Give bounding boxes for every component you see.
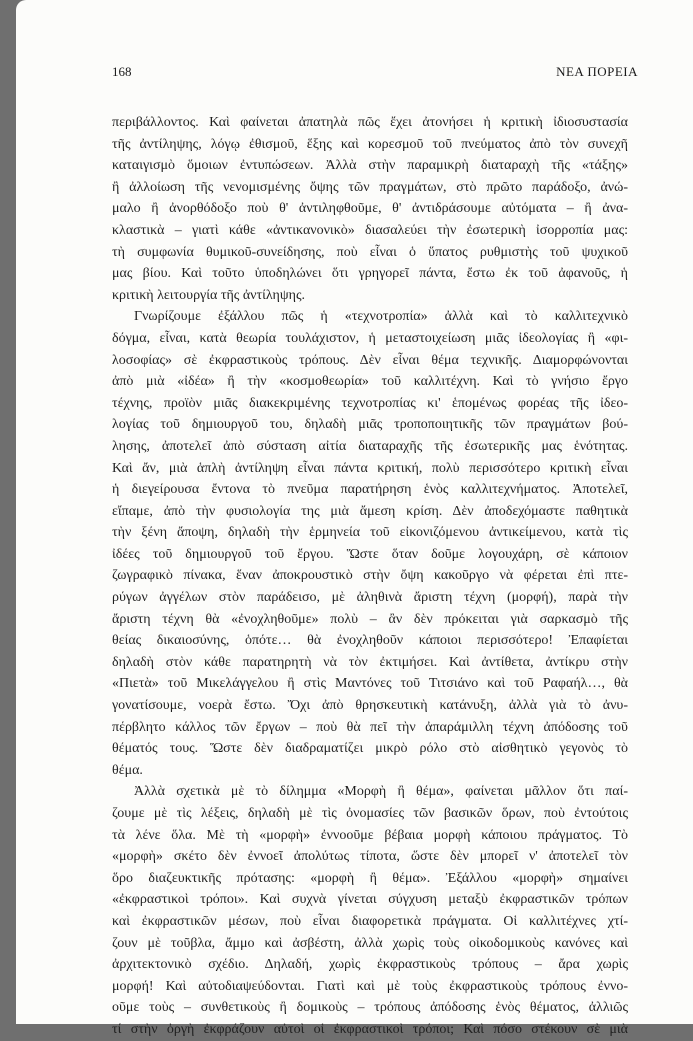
text-line: ὅρο διαζευκτικῆς πρότασης: «μορφὴ ἢ θέμα». Ἐξάλλου «μορφὴ» σημαίνει [112, 870, 628, 886]
text-line: μορφή! Καὶ αὐτοδιαψεύδονται. Γιατὶ καὶ μὲ τοὺς ἐκφραστικοὺς τρόπους ἐννο- [112, 978, 628, 994]
text-line: δόγμα, εἶναι, κατὰ θεωρία τουλάχιστον, ἡ μεταστοιχείωση μιᾶς ἰδεολογίας ἢ «φι- [112, 330, 628, 346]
text-line: ζουμε μὲ τὶς λέξεις, δηλαδὴ μὲ τὶς ὀνομασίες τῶν βασικῶν ὅρων, ποὺ ἐντούτοις [112, 806, 628, 821]
text-line: κριτικὴ λειτουργία τῆς ἀντίληψης. [112, 287, 306, 303]
text-line: τέχνης, προϊὸν μιᾶς διακεκριμένης τεχνοτροπίας κι' ἑπομένως φορέας τῆς ἰδεο- [112, 395, 628, 411]
text-line: τὰ λένε ὅλα. Μὲ τὴ «μορφὴ» ἐννοοῦμε βέβαια μορφὴ κάποιου πράγματος. Τὸ [112, 827, 628, 843]
paragraph-first-line: Γνωρίζουμε ἐξάλλου πῶς ἡ «τεχνοτροπία» ἀλλὰ καὶ τὸ καλλιτεχνικὸ [134, 309, 628, 325]
text-line: τὴν ξένη ἄποψη, δηλαδὴ τὴν ἑρμηνεία τοῦ εἰκονιζόμενου ἀντικείμενου, κατὰ τὶς [112, 525, 628, 541]
text-line: ἀπὸ μιὰ «ἰδέα» ἢ τὴν «κοσμοθεωρία» τοῦ καλλιτέχνη. Καὶ τὸ γνήσιο ἔργο [112, 374, 628, 390]
text-line: θέμα. [112, 762, 143, 778]
text-line: γονατίσουμε, νοερὰ ἔστω. Ὄχι ἀπὸ θρησκευτικὴ κατάνυξη, ἀλλὰ γιὰ τὸ ἀνυ- [112, 698, 628, 714]
text-line: Καὶ ἄν, μιὰ ἁπλὴ ἀντίληψη εἶναι πάντα κριτική, πολὺ περισσότερο κριτικὴ εἶναι [112, 460, 628, 476]
running-head: ΝΕΑ ΠΟΡΕΙΑ [556, 64, 638, 79]
text-line: λησης, ἀποτελεῖ ἀπὸ σύσταση αἰτία διαταραχῆς τῆς ἐσωτερικῆς μας ἑνότητας. [112, 438, 628, 454]
text-line: τὴ συμφωνία θυμικοῦ-συνείδησης, ποὺ εἶναι ὁ ὕπατος ρυθμιστὴς τοῦ ψυχικοῦ [112, 244, 628, 260]
text-line: «μορφὴ» σκέτο δὲν ἐννοεῖ ἀπολύτως τίποτα, ὥστε δὲν μπορεῖ ν' ἀποτελεῖ τὸν [112, 849, 628, 865]
text-line: ἄριστη τέχνη θὰ «ἐνοχληθοῦμε» πολὺ – ἂν δὲν πρόκειται γιὰ σαρκασμὸ τῆς [112, 611, 628, 627]
text-line: τῆς ἀντίληψης, λόγῳ ἐθισμοῦ, ἕξης καὶ κορεσμοῦ τοῦ πνεύματος ἀπὸ τὸν συνεχῆ [112, 136, 628, 152]
text-line: καὶ ἐκφραστικῶν μέσων, ποὺ εἶναι διαφορετικὰ πράγματα. Οἱ καλλιτέχνες χτί- [112, 913, 628, 929]
text-line: «Πιετὰ» τοῦ Μικελάγγελου ἢ στὶς Μαντόνες τοῦ Τιτσιάνο καὶ τοῦ Ραφαήλ…, θὰ [112, 676, 628, 692]
text-line: εἴπαμε, ἀπὸ τὴν φυσιολογία της μιὰ ἄμεση κρίση. Δὲν ἀποδεχόμαστε παθητικὰ [112, 503, 628, 519]
text-line: περιβάλλοντος. Καὶ φαίνεται ἀπατηλὰ πῶς ἔχει ἀτονήσει ἡ κριτικὴ ἰδιοσυστασία [112, 115, 628, 130]
text-line: μας βίου. Καὶ τοῦτο ὑποδηλώνει ὅτι γρηγορεῖ πάντα, ἔστω ἐκ τοῦ ἀφανοῦς, ἡ [112, 266, 628, 282]
page-number: 168 [112, 64, 132, 79]
text-line: ἀρχιτεκτονικὸ σχέδιο. Δηλαδή, χωρὶς ἐκφραστικοὺς τρόπους – ἄρα χωρὶς [112, 957, 628, 973]
text-line: θέματός τους. Ὥστε δὲν διαδραματίζει μικρὸ ρόλο στὸ αἰσθητικὸ γεγονὸς τὸ [112, 741, 628, 757]
text-line: μαλο ἢ ἀνορθόδοξο ποὺ θ' ἀντιληφθοῦμε, θ' ἀντιδράσουμε αὐτόματα – ἢ ἀνα- [112, 201, 628, 217]
text-line: ρύγων ἀγγέλων στὸν παράδεισο, μὲ ἀληθινὰ ἄριστη τέχνη (μορφή), παρὰ τὴν [112, 590, 628, 606]
body-text [112, 112, 628, 1041]
text-line: θείας δικαιοσύνης, ὁπότε… θὰ ἐνοχληθοῦν κάποιοι περισσότερο! Ἐπαφίεται [112, 633, 628, 649]
text-line: λοσοφίας» σὲ ἐκφραστικοὺς τρόπους. Δὲν εἶναι θέμα τεχνικῆς. Διαμορφώνονται [112, 352, 628, 368]
text-line: ζωγραφικὸ πίνακα, ἕναν ἀποκρουστικὸ στὴν ὄψη κακοῦργο νὰ φέρεται ἐπὶ πτε- [112, 568, 628, 584]
text-line: λογίας τοῦ δημιουργοῦ του, δηλαδὴ μιᾶς τροποποιητικῆς τῶν πραγμάτων βού- [112, 417, 628, 433]
text-line: δηλαδὴ στὸν κάθε παρατηρητὴ νὰ τὸν ἐκτιμήσει. Καὶ ἀντίθετα, ἀντίκρυ στὴν [112, 654, 628, 670]
text-line: ἡ διεγείρουσα ἔντονα τὸ πνεῦμα παρατήρηση ἑνὸς καλλιτεχνήματος. Ἀποτελεῖ, [112, 482, 628, 498]
text-line: καταιγισμὸ ὅμοιων ἐντυπώσεων. Ἀλλὰ στὴν παραμικρὴ διαταραχὴ τῆς «τάξης» [112, 158, 628, 174]
paragraph-first-line: Ἀλλὰ σχετικὰ μὲ τὸ δίλημμα «Μορφὴ ἢ θέμα», φαίνεται μᾶλλον ὅτι παί- [134, 784, 628, 800]
text-line: πέρβλητο κάλλος τῶν ἔργων – ποὺ θὰ πεῖ τὴν ἀπαράμιλλη τέχνη ἀπόδοσης τοῦ [112, 719, 628, 735]
text-line: τί στὴν ὀργὴ ἐκφράζουν αὐτοὶ οἱ ἐκφραστικοὶ τρόποι; Καὶ πόσο στέκουν σὲ μιὰ [112, 1021, 628, 1037]
text-line: ἰδέες τοῦ δημιουργοῦ τοῦ ἔργου. Ὥστε ὅταν δοῦμε λογουχάρη, σὲ κάποιον [112, 546, 628, 562]
book-page [16, 0, 693, 1037]
text-line: κλαστικὰ – γιατὶ κάθε «ἀντικανονικὸ» διασαλεύει τὴν ἐσωτερικὴ ἰσορροπία μας: [112, 222, 628, 238]
text-line: ζουν μὲ τοῦβλα, ἄμμο καὶ ἀσβέστη, ἀλλὰ χωρὶς τοὺς οἰκοδομικοὺς κανόνες καὶ [112, 935, 628, 951]
text-line: οῦμε τοὺς – συνθετικοὺς ἢ δομικοὺς – τρόπους ἀπόδοσης ἑνὸς θέματος, ἀλλιῶς [112, 1000, 628, 1016]
text-line: ἢ ἀλλοίωση τῆς νενομισμένης ὄψης τῶν πραγμάτων, στὸ πρῶτο παράδοξο, ἀνώ- [112, 179, 628, 195]
text-line: «ἐκφραστικοὶ τρόποι». Καὶ συχνὰ γίνεται σύγχυση μεταξὺ ἐκφραστικῶν τρόπων [112, 892, 628, 908]
